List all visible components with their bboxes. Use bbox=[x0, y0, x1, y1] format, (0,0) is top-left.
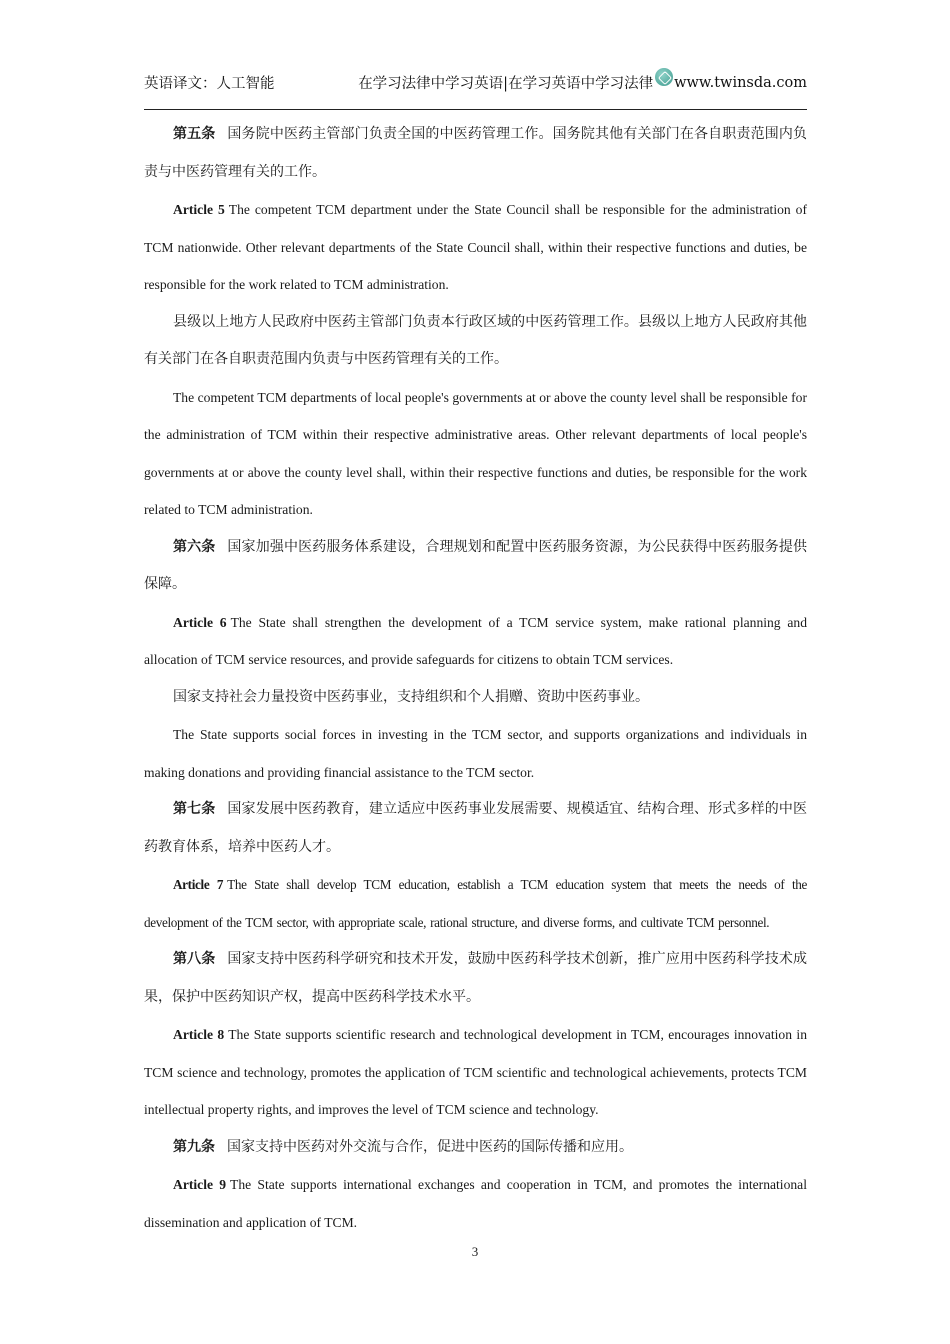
paragraph-en-article-7 bbox=[144, 866, 807, 941]
paragraph-en-article-9 bbox=[144, 1166, 807, 1241]
article-heading: 第六条 bbox=[173, 538, 216, 555]
header-slogan: 在学习法律中学习英语|在学习英语中学习法律 bbox=[358, 76, 654, 92]
paragraph-zh-article-9 bbox=[144, 1129, 807, 1167]
article-heading: 第八条 bbox=[173, 951, 216, 967]
paragraph-text: 国家支持中医药对外交流与合作，促进中医药的国际传播和应用。 bbox=[227, 1138, 633, 1155]
paragraph-text: 国家支持社会力量投资中医药事业，支持组织和个人捐赠、资助中医药事业。 bbox=[173, 688, 649, 705]
paragraph-text: 国务院中医药主管部门负责全国的中医药管理工作。国务院其他有关部门在各自职责范围内负责与中医药管理有关的工作。 bbox=[144, 126, 808, 180]
paragraph-text: 国家发展中医药教育，建立适应中医药事业发展需要、规模适宜、结构合理、形式多样的中医药教育体系，培养中医药人才。 bbox=[144, 801, 808, 855]
header-divider bbox=[144, 109, 807, 110]
paragraph-zh bbox=[144, 679, 807, 717]
paragraph-text: The State supports social forces in investing in the TCM sector, and supports organizations and individuals in making donations and providing financial assistance to the TCM sector. bbox=[144, 727, 807, 780]
paragraph-en-article-5 bbox=[144, 191, 807, 304]
paragraph-en bbox=[144, 716, 807, 791]
twinsda-logo-icon bbox=[655, 68, 673, 86]
paragraph-en bbox=[144, 379, 807, 529]
article-heading: Article 7 bbox=[173, 877, 224, 892]
paragraph-text: The State supports scientific research and technological development in TCM, encourages innovation in TCM science and technology, promotes the application of TCM scientific and technological achievements, protects TCM intellectual property rights, and improves the level of TCM science and technology. bbox=[144, 1027, 807, 1117]
page-header bbox=[144, 70, 807, 96]
paragraph-text: The competent TCM department under the State Council shall be responsible for the administration of TCM nationwide. Other relevant departments of the State Council shall, within their respective functions and duties, be responsible for the work related to TCM administration. bbox=[144, 202, 808, 292]
paragraph-text: The competent TCM departments of local people's governments at or above the county level shall be responsible for the administration of TCM within their respective administrative areas. Other relevant departments of local people's governments at or above the county level shall, within their respective functions and duties, be responsible for the work related to TCM administration. bbox=[144, 389, 807, 517]
paragraph-text: 国家加强中医药服务体系建设，合理规划和配置中医药服务资源，为公民获得中医药服务提供保障。 bbox=[144, 538, 808, 592]
paragraph-zh-article-8 bbox=[144, 941, 807, 1016]
document-body bbox=[144, 116, 807, 1241]
article-heading: 第九条 bbox=[173, 1138, 215, 1155]
article-heading: Article 5 bbox=[173, 202, 225, 217]
paragraph-en-article-8 bbox=[144, 1016, 807, 1129]
header-site-url[interactable]: www.twinsda.com bbox=[674, 74, 807, 91]
paragraph-text: The State supports international exchanges and cooperation in TCM, and promotes the international dissemination and application of TCM. bbox=[144, 1177, 807, 1230]
paragraph-zh-article-6 bbox=[144, 529, 807, 604]
article-heading: Article 9 bbox=[173, 1177, 227, 1192]
paragraph-text: 国家支持中医药科学研究和技术开发，鼓励中医药科学技术创新，推广应用中医药科学技术成果，保护中医药知识产权，提高中医药科学技术水平。 bbox=[144, 951, 808, 1005]
paragraph-zh-article-5 bbox=[144, 116, 807, 191]
paragraph-zh bbox=[144, 304, 807, 379]
paragraph-text: The State shall strengthen the development of a TCM service system, make rational planning and allocation of TCM service resources, and provide safeguards for citizens to obtain TCM services. bbox=[144, 614, 807, 667]
paragraph-zh-article-7 bbox=[144, 791, 807, 866]
header-right bbox=[358, 72, 807, 93]
paragraph-text: 县级以上地方人民政府中医药主管部门负责本行政区域的中医药管理工作。县级以上地方人民政府其他有关部门在各自职责范围内负责与中医药管理有关的工作。 bbox=[144, 313, 807, 367]
article-heading: Article 6 bbox=[173, 614, 227, 630]
article-heading: 第五条 bbox=[173, 126, 216, 142]
paragraph-en-article-6 bbox=[144, 604, 807, 679]
article-heading: 第七条 bbox=[173, 801, 216, 817]
page-number: 3 bbox=[471, 1244, 479, 1259]
paragraph-text: The State shall develop TCM education, establish a TCM education system that meets the needs of the development of the TCM sector, with appropriate scale, rational structure, and diverse forms, and cultivate TCM personnel. bbox=[144, 877, 808, 930]
header-title: 英语译文：人工智能 bbox=[144, 76, 275, 92]
article-heading: Article 8 bbox=[173, 1027, 225, 1042]
